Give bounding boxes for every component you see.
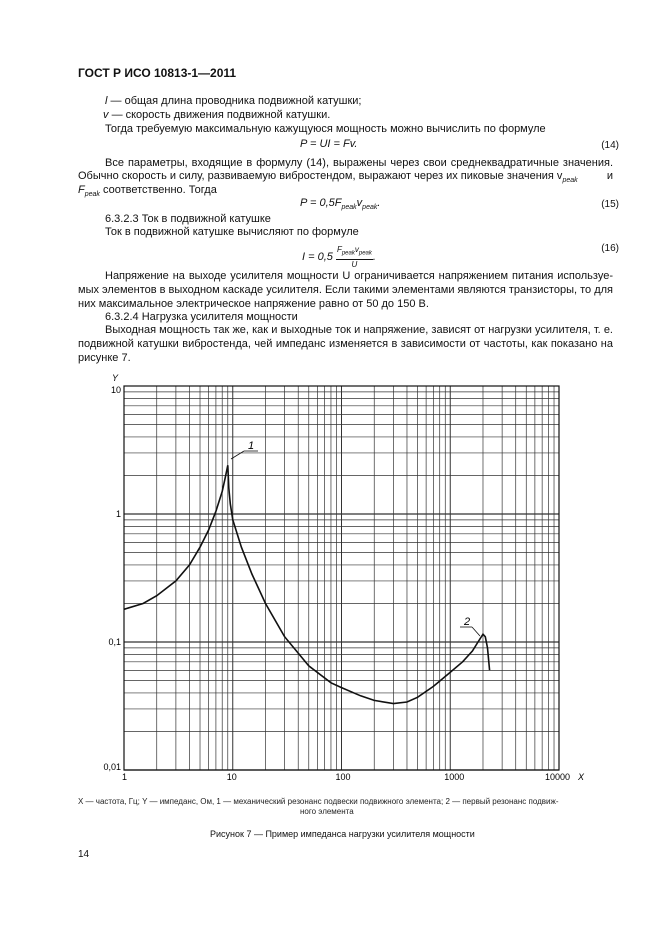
y-tick-label: 0,1	[108, 637, 121, 647]
annotation-1-callout	[231, 440, 258, 459]
paragraph-4-line-3: них максимальное электрическое напряжение равно от 50 до 150 В.	[78, 298, 429, 310]
x-axis-label: X	[578, 772, 585, 782]
x-tick-label: 10	[226, 772, 237, 782]
x-tick-label: 1	[122, 772, 128, 782]
annotation-2-callout	[460, 616, 480, 636]
page-number: 14	[78, 849, 90, 860]
y-tick-label: 1	[115, 509, 121, 519]
figure-legend-line-1: X — частота, Гц; Y — импеданс, Ом, 1 — механический резонанс подвески подвижного элемента; 2 — первый резонанс подвиж-	[78, 797, 559, 806]
annotation-2-label: 2	[464, 616, 471, 628]
x-tick-label: 1000	[444, 772, 465, 782]
formula-14-number: (14)	[601, 140, 619, 151]
y-tick-label: 0,01	[103, 762, 121, 772]
section-6-3-2-3: 6.3.2.3 Ток в подвижной катушке	[105, 213, 271, 225]
x-tick-label: 10000	[545, 772, 571, 782]
formula-15-number: (15)	[601, 199, 619, 210]
paragraph-2-line-3: $F_{peak}$ соответственно. Тогда	[78, 184, 217, 199]
x-tick-label: 100	[335, 772, 351, 782]
document-header: ГОСТ Р ИСО 10813-1—2011	[78, 66, 237, 80]
paragraph-2-line-1: Все параметры, входящие в формулу (14), выражены через свои среднеквадратичные значения.	[105, 157, 613, 169]
formula-14: P = UI = Fv.	[300, 138, 358, 150]
figure-caption: Рисунок 7 — Пример импеданса нагрузки усилителя мощности	[210, 829, 475, 839]
definition-symbol: v	[103, 109, 109, 121]
paragraph-3: Ток в подвижной катушке вычисляют по формуле	[105, 226, 359, 238]
impedance-curve	[124, 465, 490, 703]
paragraph-2-line-2: Обычно скорость и силу, развиваемую вибростендом, выражают через их пиковые значения $v_{peak}$ и	[78, 170, 613, 185]
formula-16-number: (16)	[601, 243, 619, 254]
definition-text: — скорость движения подвижной катушки.	[111, 109, 331, 121]
definition-symbol: l	[105, 95, 108, 107]
paragraph-4-line-1: Напряжение на выходе усилителя мощности U ограничивается напряжением питания используе-	[105, 270, 613, 282]
y-axis-label: Y	[112, 373, 119, 383]
definition-text: — общая длина проводника подвижной катушки;	[110, 95, 362, 107]
chart-grid	[124, 386, 559, 770]
figure-legend-line-2: ного элемента	[300, 807, 354, 816]
paragraph-5-line-3: рисунке 7.	[78, 352, 131, 364]
paragraph-4-line-2: мых элементов в выходном каскаде усилителя. Если такими элементами являются транзисторы, то для	[78, 284, 613, 296]
formula-16: I = 0,5 $F_{peak}v_{peak}$ U .	[302, 245, 376, 269]
formula-15: $P = 0,5F_{peak}v_{peak}$.	[300, 197, 381, 212]
section-6-3-2-4: 6.3.2.4 Нагрузка усилителя мощности	[105, 311, 298, 323]
y-tick-label: 10	[110, 385, 121, 395]
paragraph-5-line-1: Выходная мощность так же, как и выходные ток и напряжение, зависят от нагрузки усилителя, т. е.	[105, 324, 613, 336]
paragraph-5-line-2: подвижной катушки вибростенда, чей импеданс изменяется в зависимости от частоты, как показано на	[78, 338, 613, 350]
paragraph-1: Тогда требуемую максимальную кажущуюся мощность можно вычислить по формуле	[105, 123, 546, 135]
annotation-1-label: 1	[248, 440, 255, 452]
